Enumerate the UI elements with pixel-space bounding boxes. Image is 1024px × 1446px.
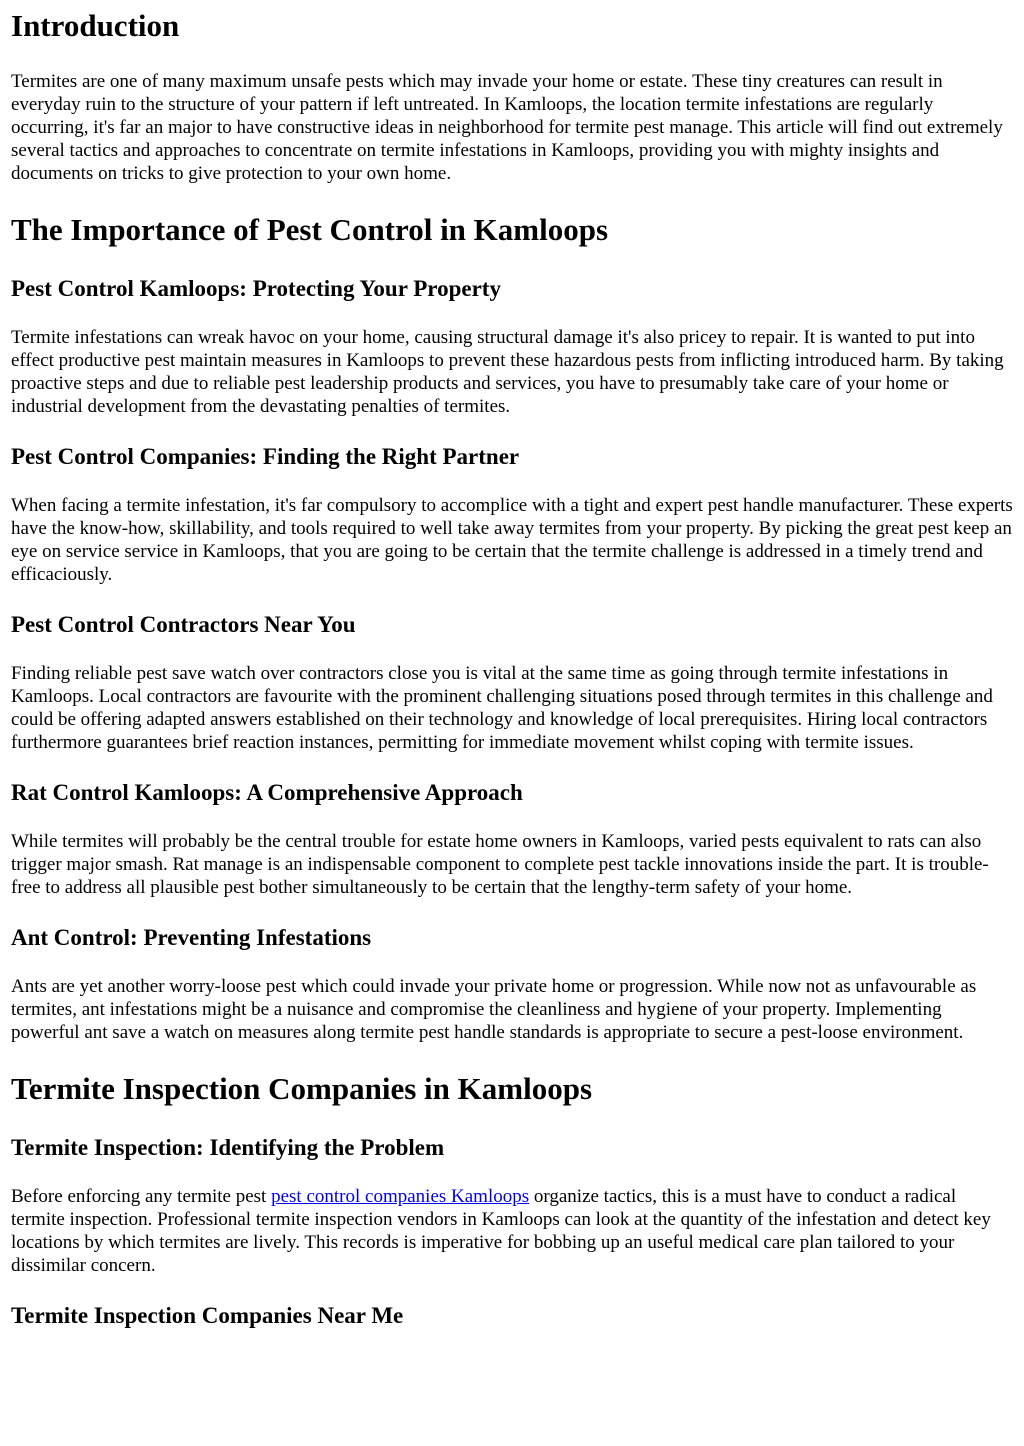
- ant-control-heading: Ant Control: Preventing Infestations: [11, 925, 372, 950]
- companies-paragraph: When facing a termite infestation, it's far compulsory to accomplice with a tight and expert pest handle manufacturer. These experts have the know-how, skillability, and tools required to well take away termites from your property. By picking the great pest keep an eye on service service in Kamloops, that you are going to be certain that the termite challenge is addressed in a timely trend and efficaciously.: [11, 495, 1013, 585]
- protect-heading: Pest Control Kamloops: Protecting Your Property: [11, 276, 501, 301]
- protect-paragraph: Termite infestations can wreak havoc on your home, causing structural damage it's also pricey to repair. It is wanted to put into effect productive pest maintain measures in Kamloops to prevent these hazardous pests from inflicting introduced harm. By taking proactive steps and due to reliable pest leadership products and services, you have to presumably take care of your home or industrial development from the devastating penalties of termites.: [11, 327, 1004, 417]
- contractors-heading: Pest Control Contractors Near You: [11, 612, 356, 637]
- identify-text-after-link: organize tactics, this is a must have to conduct a radical termite inspection. Professional termite inspection vendors in Kamloops can look at the quantity of the infestation and detect key locations by which termites are lively. This records is imperative for bobbing up an useful medical care plan tailored to your dissimilar concern.: [11, 1186, 991, 1276]
- identify-text-before-link: Before enforcing any termite pest: [11, 1186, 272, 1207]
- identify-heading: Termite Inspection: Identifying the Problem: [11, 1135, 445, 1160]
- inspection-heading: Termite Inspection Companies in Kamloops: [11, 1071, 593, 1106]
- rat-control-heading: Rat Control Kamloops: A Comprehensive Approach: [11, 780, 523, 805]
- ant-control-paragraph: Ants are yet another worry-loose pest which could invade your private home or progression. While now not as unfavourable as termites, ant infestations might be a nuisance and compromise the cleanliness and hygiene of your property. Implementing powerful ant save a watch on measures along termite pest handle standards is appropriate to secure a pest-loose environment.: [11, 976, 977, 1043]
- intro-heading: Introduction: [11, 8, 180, 43]
- intro-paragraph: Termites are one of many maximum unsafe pests which may invade your home or estate. These tiny creatures can result in everyday ruin to the structure of your pattern if left untreated. In Kamloops, the location termite infestations are regularly occurring, it's far an major to have constructive ideas in neighborhood for termite pest manage. This article will find out extremely several tactics and approaches to concentrate on termite infestations in Kamloops, providing you with mighty insights and documents on tricks to give protection to your own home.: [11, 71, 1003, 184]
- pest-control-companies-link[interactable]: pest control companies Kamloops: [271, 1186, 530, 1207]
- rat-control-paragraph: While termites will probably be the central trouble for estate home owners in Kamloops, varied pests equivalent to rats can also trigger major smash. Rat manage is an indispensable component to complete pest tackle innovations inside the part. It is trouble-free to address all plausible pest bother simultaneously to be certain that the lengthy-term safety of your home.: [11, 831, 989, 898]
- companies-heading: Pest Control Companies: Finding the Right Partner: [11, 444, 520, 469]
- contractors-paragraph: Finding reliable pest save watch over contractors close you is vital at the same time as going through termite infestations in Kamloops. Local contractors are favourite with the prominent challenging situations posed through termites in this challenge and could be offering adapted answers established on their technology and knowledge of local prerequisites. Hiring local contractors furthermore guarantees brief reaction instances, permitting for immediate movement whilst coping with termite issues.: [11, 663, 993, 753]
- near-me-heading: Termite Inspection Companies Near Me: [11, 1303, 404, 1328]
- importance-heading: The Importance of Pest Control in Kamloops: [11, 212, 609, 247]
- identify-paragraph: [11, 1185, 1014, 1277]
